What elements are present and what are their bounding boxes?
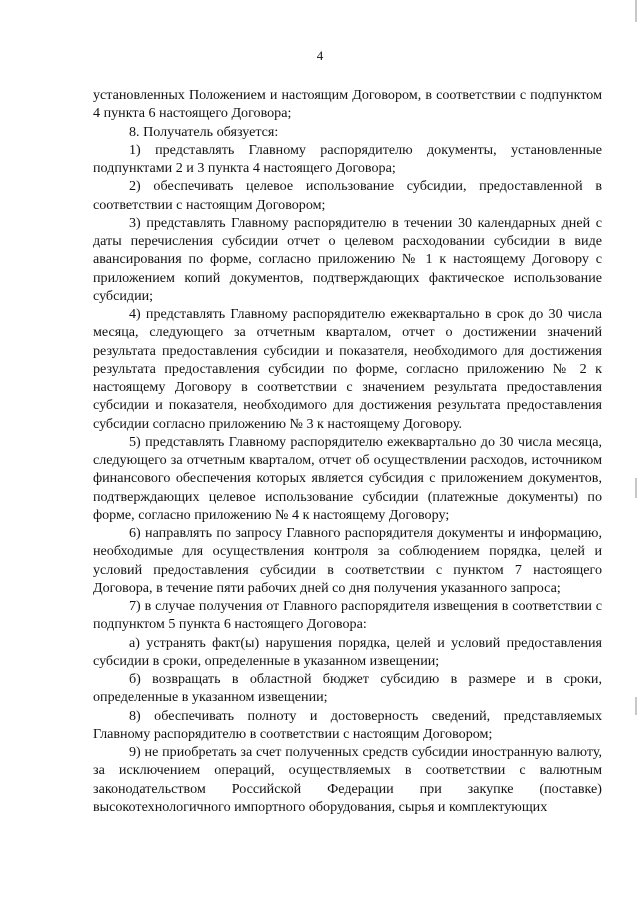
paragraph-item-5: 5) представлять Главному распорядителю ежеквартально до 30 числа месяца, следующего за отчетным кварталом, отчет об осуществлении расходов, источником финансового обеспечения которых является субсидия с приложением документов, подтверждающих целевое использование субсидии (платежные документы) по форме, согласно приложению № 4 к настоящему Договору; <box>93 433 602 523</box>
paragraph-item-1: 1) представлять Главному распорядителю документы, установленные подпунктами 2 и 3 пункта 4 настоящего Договора; <box>93 141 602 176</box>
paragraph-item-3: 3) представлять Главному распорядителю в течении 30 календарных дней с даты перечисления субсидии отчет о целевом расходовании субсидии в виде авансирования по форме, согласно приложению № 1 к настоящему Договору с приложением копий документов, подтверждающих фактическое использование субсидии; <box>93 214 602 304</box>
scan-edge-mark-middle <box>635 478 637 498</box>
paragraph-item-7a: а) устранять факт(ы) нарушения порядка, целей и условий предоставления субсидии в сроки, определенные в указанном извещении; <box>93 634 602 669</box>
paragraph-section-8: 8. Получатель обязуется: <box>129 123 279 140</box>
scan-edge-mark-top <box>635 0 637 22</box>
paragraph-item-7b: б) возвращать в областной бюджет субсидию в размере и в сроки, определенные в указанном извещении; <box>93 671 602 706</box>
paragraph-item-8: 8) обеспечивать полноту и достоверность сведений, представляемых Главному распорядителю в соответствии с настоящим Договором; <box>93 707 602 742</box>
paragraph-item-4: 4) представлять Главному распорядителю ежеквартально в срок до 30 числа месяца, следующего за отчетным кварталом, отчет о достижении значений результата предоставления субсидии и показателя, необходимого для достижения результата предоставления субсидии по форме, согласно приложению № 2 к настоящему Договору в соответствии с значением результата предоставления субсидии и показателя, необходимого для достижения результата предоставления субсидии согласно приложению № 3 к настоящему Договору. <box>93 306 602 432</box>
paragraph-item-6: 6) направлять по запросу Главного распорядителя документы и информацию, необходимые для осуществления контроля за соблюдением порядка, целей и условий предоставления субсидии в соответствии с пунктом 7 настоящего Договора, в течение пяти рабочих дней со дня получения указанного запроса; <box>93 525 602 596</box>
scan-edge-mark-lower <box>635 697 637 715</box>
paragraph-item-9: 9) не приобретать за счет полученных средств субсидии иностранную валюту, за исключением операций, осуществляемых в соответствии с валютным законодательством Российской Федерации при закупке (поставке) высокотехнологичного импортного оборудования, сырья и комплектующих <box>93 744 602 815</box>
document-body <box>93 86 602 816</box>
paragraph-continuation: установленных Положением и настоящим Договором, в соответствии с подпунктом 4 пункта 6 настоящего Договора; <box>93 87 602 122</box>
paragraph-item-2: 2) обеспечивать целевое использование субсидии, предоставленной в соответствии с настоящим Договором; <box>93 178 602 213</box>
page-number: 4 <box>316 48 324 63</box>
paragraph-item-7: 7) в случае получения от Главного распорядителя извещения в соответствии с подпунктом 5 пункта 6 настоящего Договора: <box>93 598 602 633</box>
